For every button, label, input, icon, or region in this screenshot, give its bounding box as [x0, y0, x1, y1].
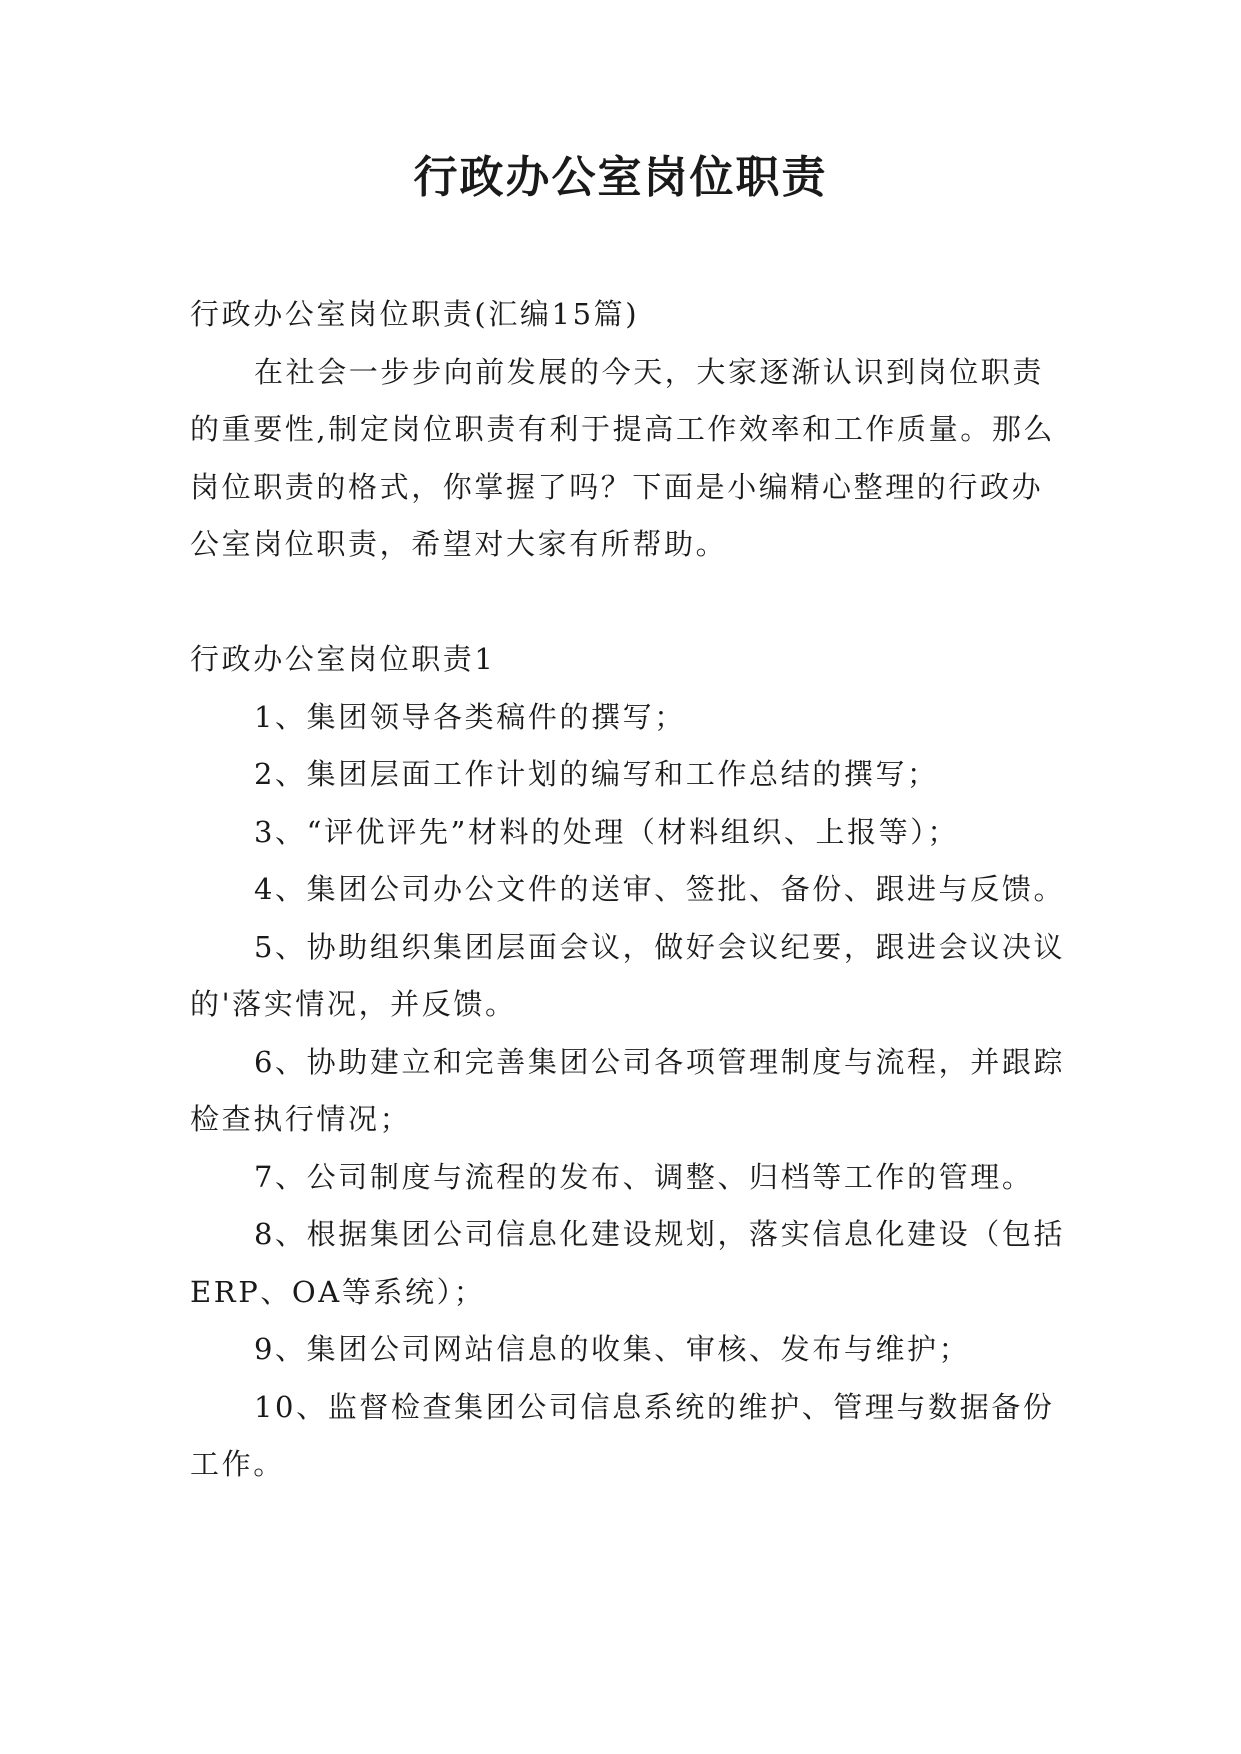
duty-item-5: 5、协助组织集团层面会议，做好会议纪要，跟进会议决议的'落实情况，并反馈。 [190, 929, 1066, 1021]
section-heading: 行政办公室岗位职责1 [190, 642, 496, 676]
duty-item-9: 9、集团公司网站信息的收集、审核、发布与维护； [254, 1332, 971, 1366]
document-subtitle: 行政办公室岗位职责(汇编15篇) [190, 297, 640, 331]
paragraph-spacer [190, 574, 1070, 632]
duty-item-4: 4、集团公司办公文件的送审、签批、备份、跟进与反馈。 [254, 872, 1066, 906]
duty-item-2: 2、集团层面工作计划的编写和工作总结的撰写； [254, 757, 939, 791]
intro-paragraph: 在社会一步步向前发展的今天，大家逐渐认识到岗位职责的重要性,制定岗位职责有利于提高工作效率和工作质量。那么岗位职责的格式，你掌握了吗？下面是小编精心整理的行政办公室岗位职责，希望对大家有所帮助。 [190, 354, 1056, 561]
duty-item-7: 7、公司制度与流程的发布、调整、归档等工作的管理。 [254, 1159, 1034, 1194]
document-body [190, 286, 1070, 1494]
duty-item-3: 3、“评优评先”材料的处理（材料组织、上报等）； [254, 814, 960, 849]
page-title: 行政办公室岗位职责 [413, 152, 828, 203]
duty-item-10: 10、监督检查集团公司信息系统的维护、管理与数据备份工作。 [190, 1389, 1055, 1481]
duty-item-1: 1、集团领导各类稿件的撰写； [254, 699, 686, 734]
duty-item-8: 8、根据集团公司信息化建设规划，落实信息化建设（包括ERP、OA等系统）； [190, 1217, 1066, 1309]
duty-item-6: 6、协助建立和完善集团公司各项管理制度与流程，并跟踪检查执行情况； [190, 1044, 1066, 1136]
